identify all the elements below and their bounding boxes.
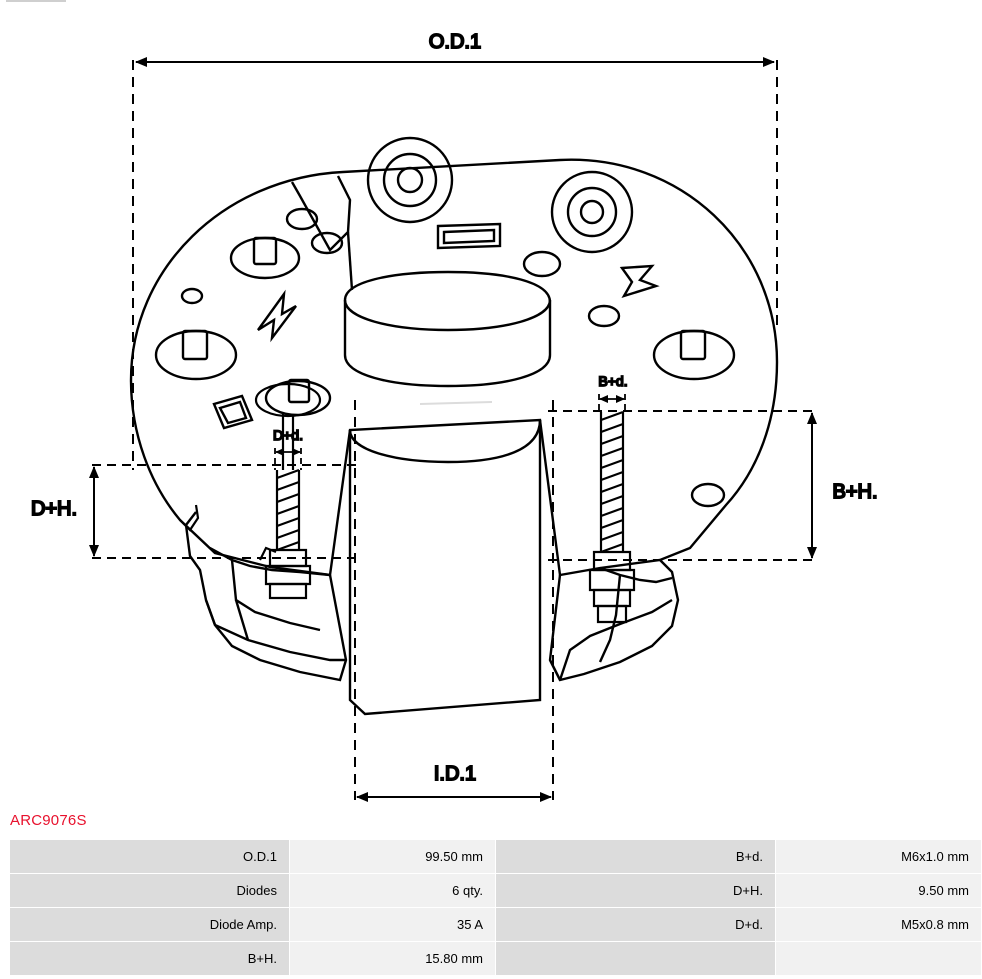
top-face-details xyxy=(156,138,734,506)
dimension-label-dd: D+d. xyxy=(273,427,303,443)
spec-label: B+H. xyxy=(10,942,290,976)
dimension-label-bd: B+d. xyxy=(598,373,628,389)
dimension-label-od1: O.D.1 xyxy=(428,31,482,53)
spec-value: 9.50 mm xyxy=(776,874,982,908)
spec-label: B+d. xyxy=(496,840,776,874)
dimension-dd xyxy=(273,427,303,470)
table-row xyxy=(10,942,982,976)
spec-label: D+d. xyxy=(496,908,776,942)
spec-label-empty xyxy=(496,942,776,976)
left-mounting-leg xyxy=(186,512,346,680)
dimension-label-dh: D+H. xyxy=(30,498,78,520)
dimension-label-bh: B+H. xyxy=(832,481,878,503)
table-row xyxy=(10,874,982,908)
left-screw-d-plus xyxy=(256,384,320,598)
right-screw-b-plus xyxy=(590,412,634,622)
spec-label: O.D.1 xyxy=(10,840,290,874)
spec-label: Diode Amp. xyxy=(10,908,290,942)
table-row xyxy=(10,840,982,874)
spec-label: Diodes xyxy=(10,874,290,908)
dimension-id1 xyxy=(355,400,553,800)
spec-value: 35 A xyxy=(290,908,496,942)
dimension-bd xyxy=(598,373,627,414)
part-code: ARC9076S xyxy=(10,812,87,829)
spec-value: 6 qty. xyxy=(290,874,496,908)
spec-label: D+H. xyxy=(496,874,776,908)
table-row xyxy=(10,908,982,942)
dimension-label-id1: I.D.1 xyxy=(433,763,477,785)
spec-value: 99.50 mm xyxy=(290,840,496,874)
dimension-dh xyxy=(31,465,360,558)
right-mounting-leg xyxy=(550,560,678,680)
spec-value: 15.80 mm xyxy=(290,942,496,976)
spec-value: M6x1.0 mm xyxy=(776,840,982,874)
spec-value: M5x0.8 mm xyxy=(776,908,982,942)
spec-value-empty xyxy=(776,942,982,976)
specifications-table xyxy=(9,839,982,976)
